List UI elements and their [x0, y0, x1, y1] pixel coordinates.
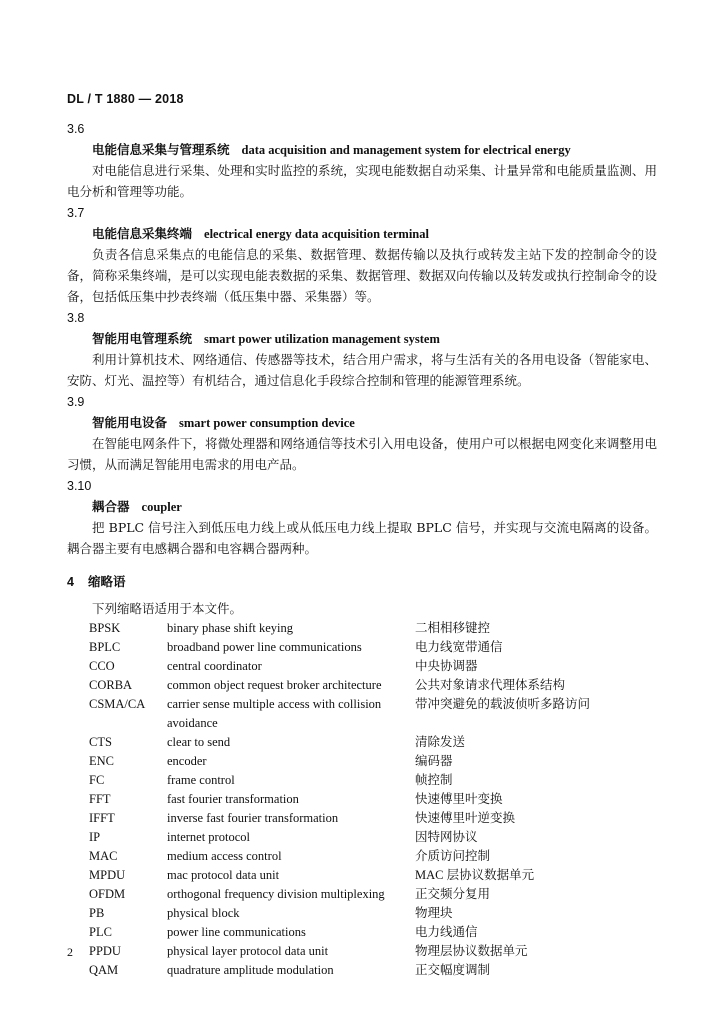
abbreviation-chinese: 正交幅度调制: [415, 963, 491, 977]
abbreviation-code: CORBA: [89, 678, 133, 692]
abbreviation-row: [89, 809, 645, 828]
abbreviation-english: broadband power line communications: [167, 640, 362, 654]
term-number: 3.10: [67, 479, 92, 493]
abbreviation-row: [89, 828, 645, 847]
term-definition: 负责各信息采集点的电能信息的采集、数据管理、数据传输以及执行或转发主站下发的控制命令的设备，简称采集终端，是可以实现电能表数据的采集、数据管理、数据双向传输以及转发或执行控制命令的设备，包括低压集中抄表终端（低压集中器、采集器）等。: [67, 247, 657, 304]
term-definition: 利用计算机技术、网络通信、传感器等技术，结合用户需求，将与生活有关的各用电设备（智能家电、安防、灯光、温控等）有机结合，通过信息化手段综合控制和管理的能源管理系统。: [67, 352, 657, 388]
abbreviation-table: [89, 619, 645, 980]
term-title-en: smart power utilization management system: [204, 332, 440, 346]
term-definition: 把 BPLC 信号注入到低压电力线上或从低压电力线上提取 BPLC 信号，并实现与交流电隔离的设备。耦合器主要有电感耦合器和电容耦合器两种。: [67, 520, 657, 556]
abbreviation-chinese: 快速傅里叶逆变换: [415, 811, 516, 825]
abbreviation-english: physical layer protocol data unit: [167, 944, 329, 958]
abbreviation-chinese: 正交频分复用: [415, 887, 491, 901]
abbreviation-row: [89, 752, 645, 771]
abbreviation-row: [89, 657, 645, 676]
abbreviation-english: encoder: [167, 754, 207, 768]
abbreviation-code: ENC: [89, 754, 114, 768]
abbreviation-code: PLC: [89, 925, 112, 939]
abbreviation-chinese: 二相相移键控: [415, 621, 491, 635]
term-title-en: coupler: [141, 500, 182, 514]
term-title-en: smart power consumption device: [179, 416, 355, 430]
abbreviation-code: QAM: [89, 963, 119, 977]
abbreviation-code: CSMA/CA: [89, 697, 146, 711]
abbreviation-code: PPDU: [89, 944, 121, 958]
document-code-header: DL / T 1880 — 2018: [67, 92, 184, 106]
term-title-zh: 智能用电管理系统: [92, 331, 193, 346]
abbreviation-chinese: 带冲突避免的载波侦听多路访问: [415, 697, 591, 711]
term-title: [67, 497, 657, 517]
abbreviation-row: [89, 942, 645, 961]
page-number: 2: [67, 945, 73, 959]
term-title: [67, 140, 657, 160]
abbreviation-row: [89, 619, 645, 638]
abbreviation-english: orthogonal frequency division multiplexing: [167, 887, 385, 901]
abbreviation-row: [89, 866, 645, 885]
page-content: [67, 118, 657, 980]
abbreviation-chinese: 物理块: [415, 906, 453, 920]
abbreviation-row: [89, 847, 645, 866]
abbreviation-english: fast fourier transformation: [167, 792, 299, 806]
section-heading: [67, 571, 657, 593]
term-entry: [67, 118, 657, 202]
abbreviation-english: internet protocol: [167, 830, 250, 844]
abbreviation-code: BPLC: [89, 640, 121, 654]
abbreviation-row: [89, 638, 645, 657]
abbreviation-english: quadrature amplitude modulation: [167, 963, 334, 977]
abbreviation-row: [89, 771, 645, 790]
abbreviation-row: [89, 885, 645, 904]
abbreviation-row: [89, 923, 645, 942]
abbreviation-row: [89, 676, 645, 695]
abbreviation-english: mac protocol data unit: [167, 868, 280, 882]
abbreviation-english: central coordinator: [167, 659, 262, 673]
abbreviation-english: physical block: [167, 906, 240, 920]
term-title-zh: 电能信息采集与管理系统: [92, 142, 230, 157]
term-number: 3.6: [67, 122, 85, 136]
term-entry: [67, 307, 657, 391]
abbreviation-code: BPSK: [89, 621, 121, 635]
abbreviation-english: inverse fast fourier transformation: [167, 811, 339, 825]
abbreviation-code: OFDM: [89, 887, 126, 901]
term-number: 3.7: [67, 206, 85, 220]
abbreviation-chinese: 编码器: [415, 754, 453, 768]
abbreviation-chinese: 公共对象请求代理体系结构: [415, 678, 566, 692]
abbreviation-code: IFFT: [89, 811, 115, 825]
abbreviation-english: frame control: [167, 773, 235, 787]
abbreviation-code: PB: [89, 906, 105, 920]
abbreviation-chinese: 中央协调器: [415, 659, 478, 673]
term-definition: 对电能信息进行采集、处理和实时监控的系统，实现电能数据自动采集、计量异常和电能质量监测、用电分析和管理等功能。: [67, 163, 657, 199]
abbreviation-code: CTS: [89, 735, 112, 749]
abbreviation-chinese: 介质访问控制: [415, 849, 491, 863]
abbreviation-chinese: 清除发送: [415, 735, 466, 749]
term-entry: [67, 391, 657, 475]
abbreviation-code: FC: [89, 773, 105, 787]
abbreviation-chinese: 因特网协议: [415, 830, 478, 844]
abbreviation-english: power line communications: [167, 925, 306, 939]
abbreviation-chinese: 帧控制: [415, 773, 453, 787]
term-title: [67, 413, 657, 433]
abbreviation-code: MPDU: [89, 868, 126, 882]
abbreviation-chinese: MAC 层协议数据单元: [415, 868, 535, 882]
abbreviation-code: CCO: [89, 659, 115, 673]
abbreviation-chinese: 电力线宽带通信: [415, 640, 503, 654]
abbreviation-english: carrier sense multiple access with collision avoidance: [167, 697, 382, 730]
abbreviation-chinese: 电力线通信: [415, 925, 478, 939]
term-definition: 在智能电网条件下，将微处理器和网络通信等技术引入用电设备，使用户可以根据电网变化来调整用电习惯，从而满足智能用电需求的用电产品。: [67, 436, 657, 472]
abbreviation-row: [89, 733, 645, 752]
abbreviation-chinese: 物理层协议数据单元: [415, 944, 528, 958]
abbreviation-english: clear to send: [167, 735, 231, 749]
abbreviation-row: [89, 904, 645, 923]
abbreviation-code: MAC: [89, 849, 118, 863]
term-entry: [67, 202, 657, 307]
term-title: [67, 224, 657, 244]
term-title-en: data acquisition and management system for electrical energy: [241, 143, 571, 157]
abbreviation-english: common object request broker architecture: [167, 678, 382, 692]
section-intro: 下列缩略语适用于本文件。: [92, 601, 243, 616]
abbreviation-row: [89, 790, 645, 809]
abbreviation-chinese: 快速傅里叶变换: [415, 792, 503, 806]
term-title-zh: 电能信息采集终端: [92, 226, 193, 241]
term-number: 3.8: [67, 311, 85, 325]
abbreviation-code: FFT: [89, 792, 111, 806]
term-title-zh: 智能用电设备: [92, 415, 168, 430]
abbreviation-row: [89, 695, 645, 733]
term-title: [67, 329, 657, 349]
term-title-en: electrical energy data acquisition terminal: [204, 227, 429, 241]
abbreviation-row: [89, 961, 645, 980]
term-entry: [67, 475, 657, 559]
section-title: 缩略语: [87, 574, 126, 589]
abbreviation-code: IP: [89, 830, 101, 844]
section-number: 4: [67, 575, 74, 589]
term-number: 3.9: [67, 395, 85, 409]
term-title-zh: 耦合器: [92, 499, 130, 514]
abbreviation-english: binary phase shift keying: [167, 621, 294, 635]
abbreviation-english: medium access control: [167, 849, 282, 863]
